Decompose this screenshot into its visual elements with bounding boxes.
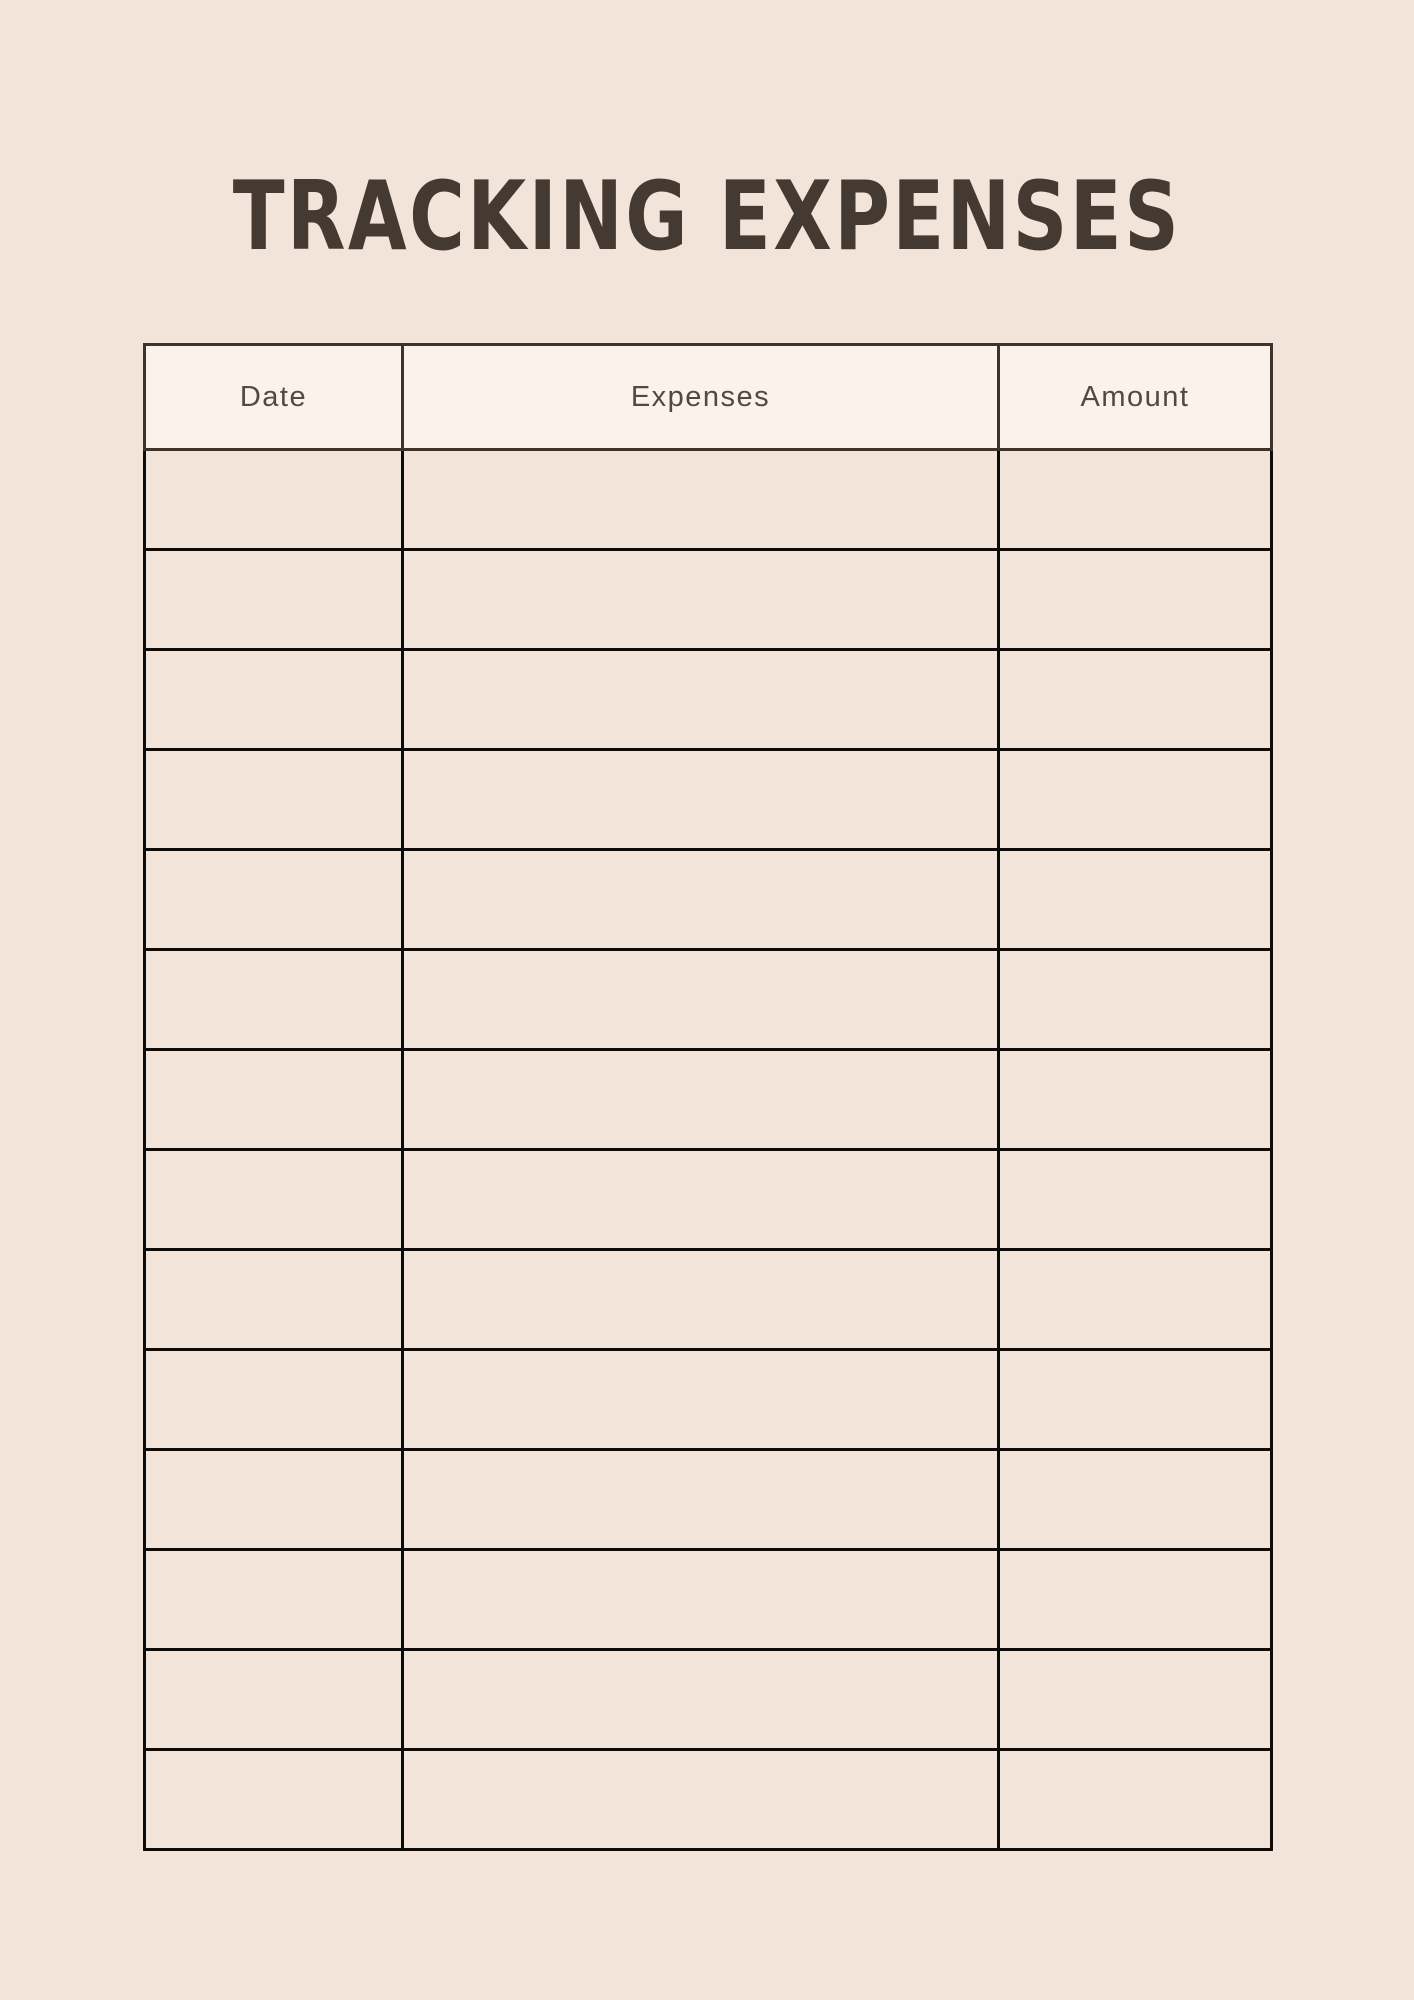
cell-date (145, 750, 403, 850)
table-row (145, 450, 1272, 550)
table-row (145, 550, 1272, 650)
table-row (145, 950, 1272, 1050)
cell-expenses (403, 1550, 999, 1650)
cell-expenses (403, 1250, 999, 1350)
table-row (145, 1550, 1272, 1650)
table-row (145, 1750, 1272, 1850)
table-row (145, 1050, 1272, 1150)
cell-date (145, 950, 403, 1050)
table-header-row (145, 345, 1272, 450)
cell-amount (999, 950, 1272, 1050)
cell-amount (999, 650, 1272, 750)
cell-amount (999, 1750, 1272, 1850)
expenses-table (143, 343, 1273, 1851)
cell-date (145, 1550, 403, 1650)
cell-amount (999, 850, 1272, 950)
table-body (145, 450, 1272, 1850)
cell-date (145, 1150, 403, 1250)
cell-amount (999, 450, 1272, 550)
column-header-date: Date (145, 345, 403, 450)
cell-date (145, 1050, 403, 1150)
cell-amount (999, 1150, 1272, 1250)
cell-amount (999, 1250, 1272, 1350)
cell-amount (999, 1650, 1272, 1750)
column-header-expenses: Expenses (403, 345, 999, 450)
cell-date (145, 450, 403, 550)
cell-amount (999, 1050, 1272, 1150)
cell-date (145, 650, 403, 750)
cell-date (145, 850, 403, 950)
table-row (145, 1350, 1272, 1450)
table-row (145, 650, 1272, 750)
cell-expenses (403, 550, 999, 650)
cell-date (145, 550, 403, 650)
table-row (145, 1450, 1272, 1550)
cell-expenses (403, 1750, 999, 1850)
table-row (145, 1650, 1272, 1750)
table-row (145, 1150, 1272, 1250)
cell-expenses (403, 1450, 999, 1550)
cell-expenses (403, 450, 999, 550)
cell-amount (999, 1550, 1272, 1650)
cell-expenses (403, 650, 999, 750)
cell-date (145, 1450, 403, 1550)
cell-amount (999, 1450, 1272, 1550)
cell-amount (999, 1350, 1272, 1450)
table-row (145, 750, 1272, 850)
cell-date (145, 1750, 403, 1850)
page-title: TRACKING EXPENSES (232, 162, 1182, 272)
column-header-amount: Amount (999, 345, 1272, 450)
cell-amount (999, 750, 1272, 850)
cell-expenses (403, 750, 999, 850)
table-row (145, 1250, 1272, 1350)
cell-date (145, 1350, 403, 1450)
cell-expenses (403, 950, 999, 1050)
cell-expenses (403, 1150, 999, 1250)
cell-amount (999, 550, 1272, 650)
cell-expenses (403, 1050, 999, 1150)
cell-date (145, 1650, 403, 1750)
cell-expenses (403, 1650, 999, 1750)
cell-date (145, 1250, 403, 1350)
table-row (145, 850, 1272, 950)
cell-expenses (403, 1350, 999, 1450)
cell-expenses (403, 850, 999, 950)
